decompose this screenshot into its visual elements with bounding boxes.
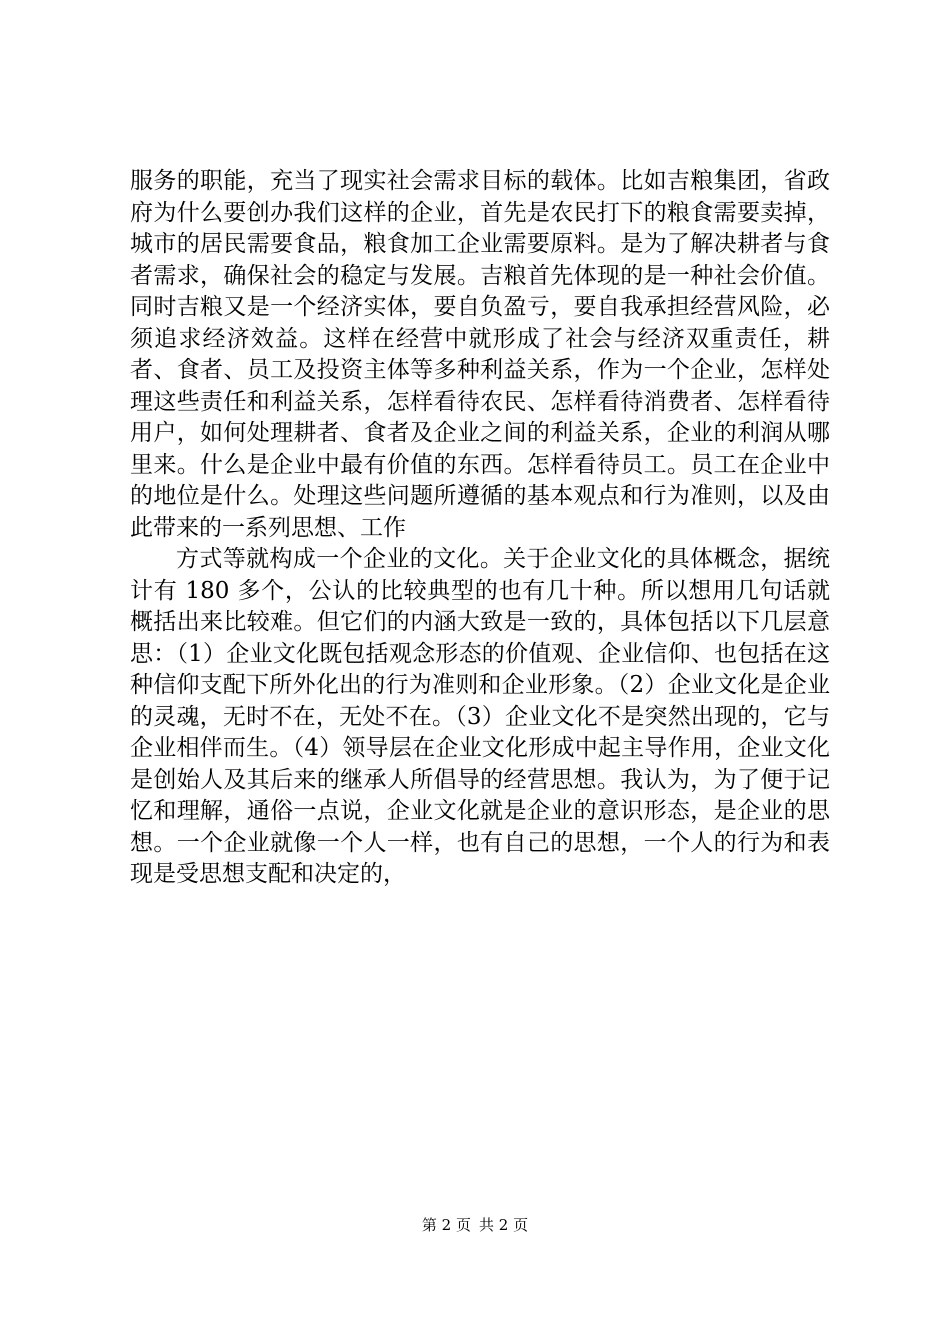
paragraph-1: 服务的职能，充当了现实社会需求目标的载体。比如吉粮集团，省政府为什么要创办我们这样的企业，首先是农民打下的粮食需要卖掉，城市的居民需要食品，粮食加工企业需要原料。是为了解决耕者与食者需求，确保社会的稳定与发展。吉粮首先体现的是一种社会价值。同时吉粮又是一个经济实体，要自负盈亏，要自我承担经营风险，必须追求经济效益。这样在经营中就形成了社会与经济双重责任，耕者、食者、员工及投资主体等多种利益关系，作为一个企业，怎样处理这些责任和利益关系，怎样看待农民、怎样看待消费者、怎样看待用户，如何处理耕者、食者及企业之间的利益关系，企业的利润从哪里来。什么是企业中最有价值的东西。怎样看待员工。员工在企业中的地位是什么。处理这些问题所遵循的基本观点和行为准则，以及由此带来的一系列思想、工作 (130, 168, 830, 541)
page-total: 共 2 页 (479, 1216, 529, 1234)
paragraph-2: 方式等就构成一个企业的文化。关于企业文化的具体概念，据统计有 180 多个，公认的比较典型的也有几十种。所以想用几句话就概括出来比较难。但它们的内涵大致是一致的，具体包括以下几层意思：（1）企业文化既包括观念形态的价值观、企业信仰、也包括在这种信仰支配下所外化出的行为准则和企业形象。（2）企业文化是企业的灵魂，无时不在，无处不在。（3）企业文化不是突然出现的，它与企业相伴而生。（4）领导层在企业文化形成中起主导作用，企业文化是创始人及其后来的继承人所倡导的经营思想。我认为，为了便于记忆和理解，通俗一点说，企业文化就是企业的意识形态，是企业的思想。一个企业就像一个人一样，也有自己的思想，一个人的行为和表现是受思想支配和决定的， (130, 546, 830, 887)
page-number: 第 2 页 (421, 1216, 471, 1234)
page-footer (0, 1215, 950, 1235)
document-body (130, 166, 830, 891)
